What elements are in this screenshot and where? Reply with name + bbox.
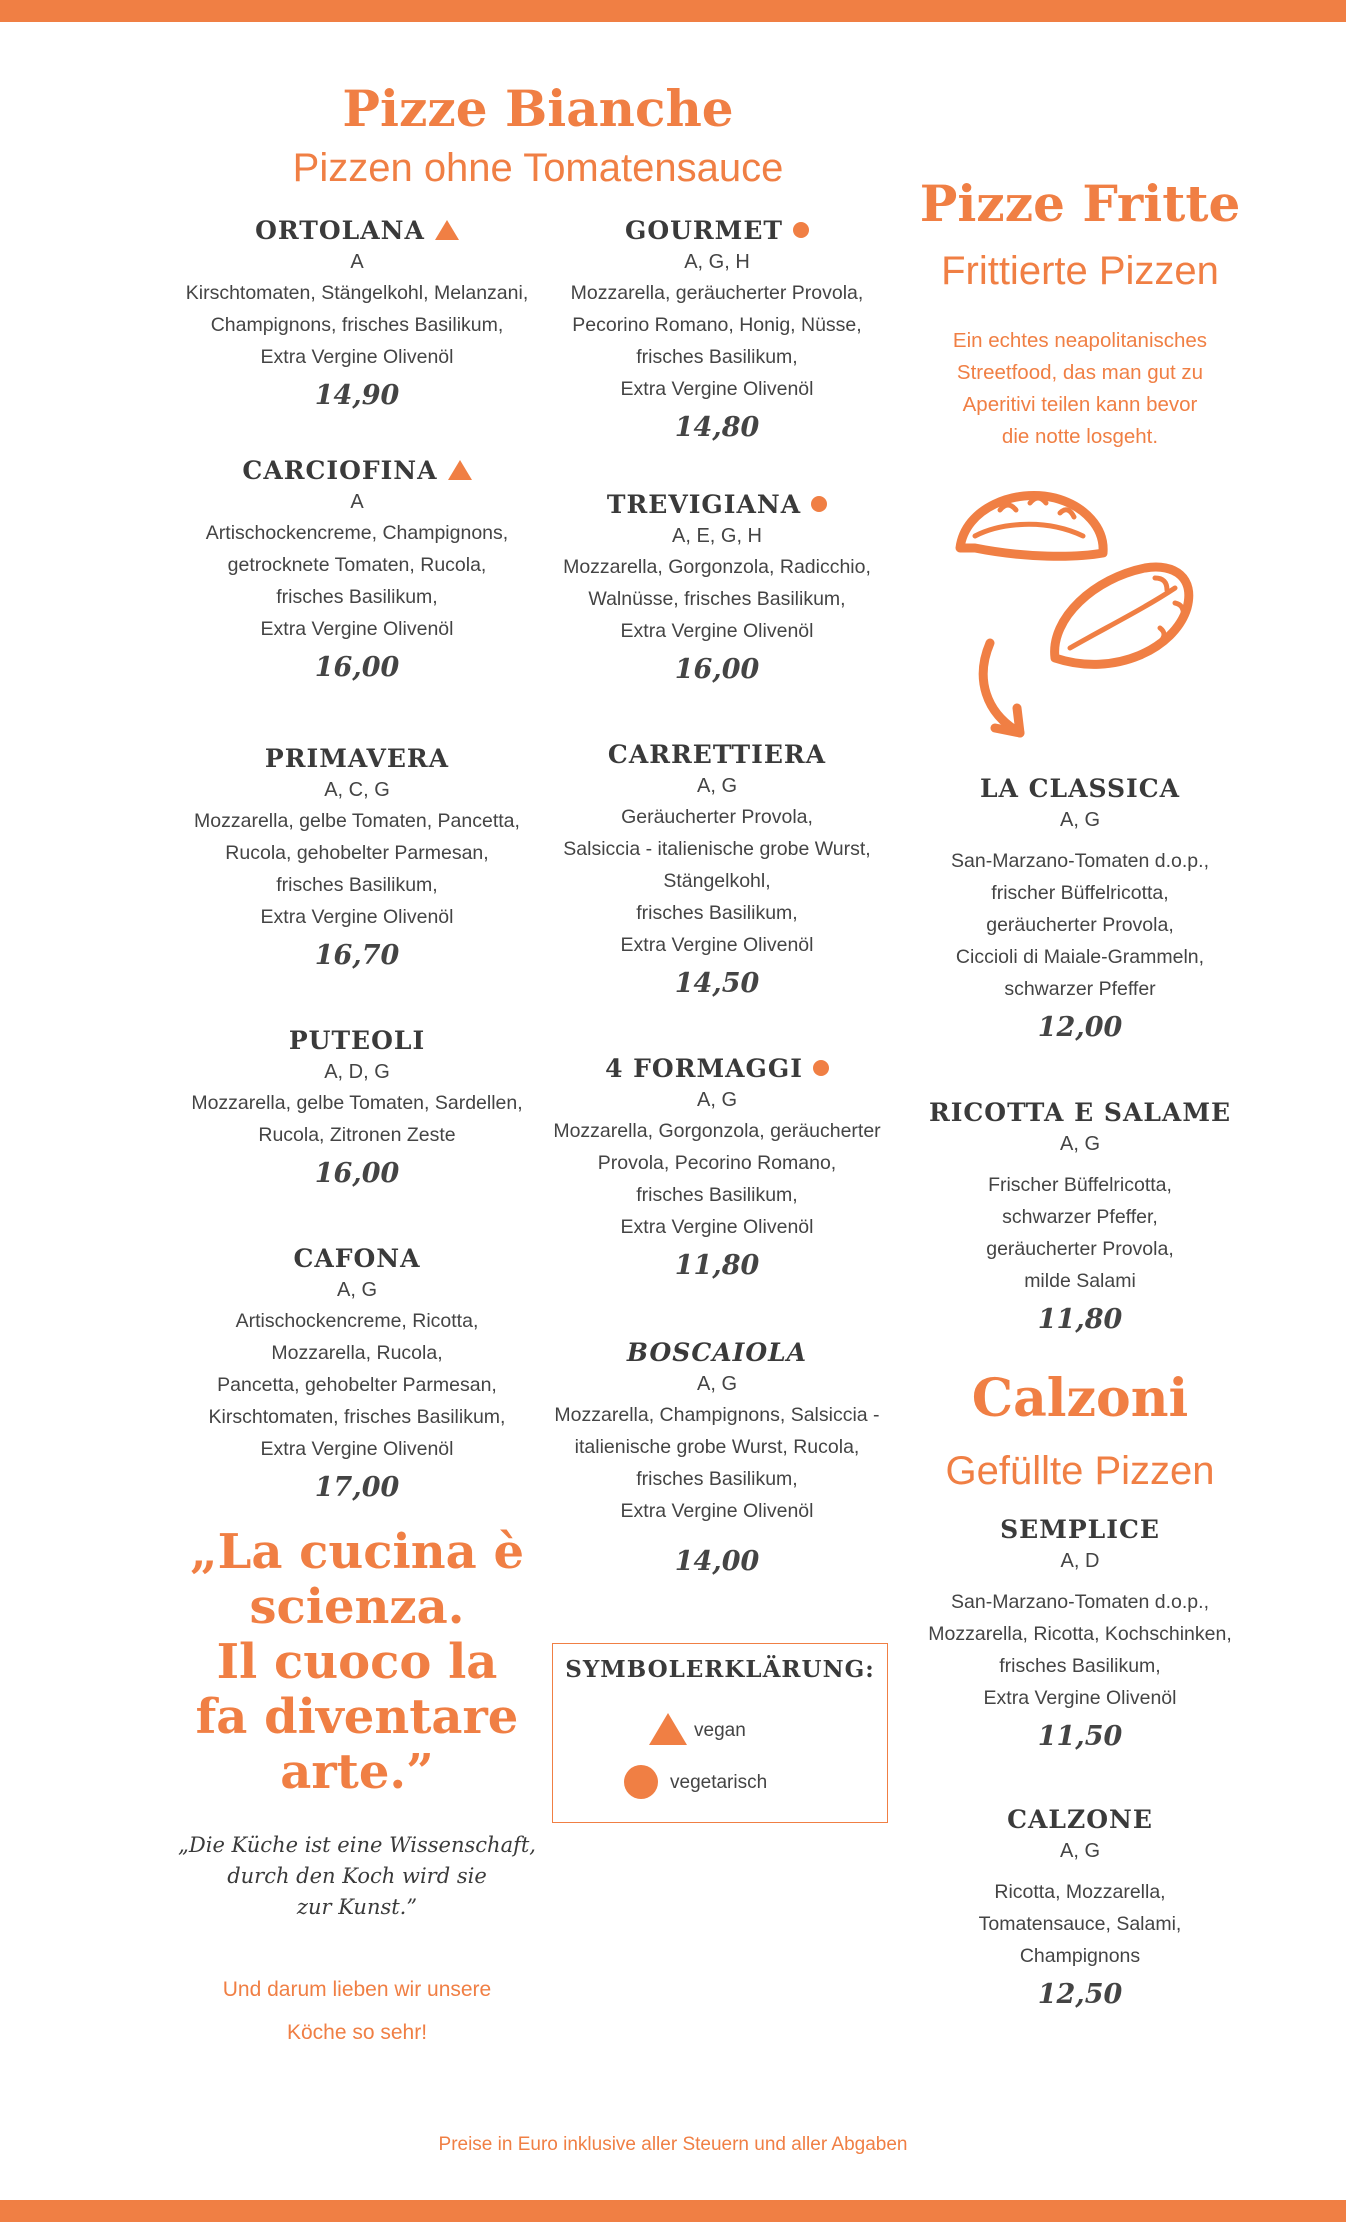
item-description-line: frisches Basilikum, <box>636 902 798 924</box>
item-description <box>552 1399 882 1527</box>
item-description <box>162 1087 552 1151</box>
quote-note-line: Und darum lieben wir unsere <box>222 1978 492 2001</box>
item-name-text: PRIMAVERA <box>264 744 450 773</box>
calzoni-header <box>902 1364 1258 1508</box>
item-price: 14,80 <box>674 412 760 443</box>
item-price: 12,50 <box>1037 1979 1123 2010</box>
item-name <box>902 1804 1258 1836</box>
menu-item <box>552 739 882 1007</box>
item-description-line: Extra Vergine Olivenöl <box>260 618 454 640</box>
item-description-line: Mozzarella, Rucola, <box>271 1342 443 1364</box>
item-allergens: A, G <box>696 775 737 797</box>
item-price: 14,50 <box>674 968 760 999</box>
item-name <box>552 1053 882 1085</box>
menu-item <box>162 1243 552 1511</box>
fritte-intro <box>902 325 1258 453</box>
fried-pizza-illustration <box>955 478 1205 748</box>
menu-item <box>162 455 552 691</box>
item-name <box>162 215 552 247</box>
quote-italian-line: „La cucina è <box>189 1524 524 1580</box>
item-name <box>162 743 552 775</box>
item-description-line: Extra Vergine Olivenöl <box>620 620 814 642</box>
item-description-line: Kirschtomaten, Stängelkohl, Melanzani, <box>185 282 529 304</box>
item-description-line: milde Salami <box>1024 1270 1136 1292</box>
item-name-text: TREVIGIANA <box>606 490 802 519</box>
fritte-header <box>902 172 1258 306</box>
legend-title: SYMBOLERKLÄRUNG: <box>565 1656 875 1683</box>
item-description-line: Ciccioli di Maiale-Grammeln, <box>955 946 1205 968</box>
fritte-intro-line: Ein echtes neapolitanisches <box>952 329 1208 352</box>
item-name <box>902 773 1258 805</box>
item-price: 16,00 <box>674 654 760 685</box>
item-allergens: A <box>350 491 364 513</box>
item-description-line: Extra Vergine Olivenöl <box>260 346 454 368</box>
item-description-line: Mozzarella, gelbe Tomaten, Pancetta, <box>194 810 520 832</box>
item-description-line: Tomatensauce, Salami, <box>978 1913 1182 1935</box>
item-name <box>902 1097 1258 1129</box>
item-description <box>902 845 1258 1005</box>
item-price: 11,50 <box>1037 1721 1123 1752</box>
top-accent-bar <box>0 0 1346 22</box>
quote-italian-line: fa diventare <box>195 1689 519 1745</box>
menu-item <box>552 1053 882 1289</box>
item-price: 14,00 <box>674 1546 760 1577</box>
item-description <box>902 1169 1258 1297</box>
item-description <box>552 551 882 647</box>
item-description <box>162 805 552 933</box>
item-description <box>902 1876 1258 1972</box>
menu-item <box>902 1097 1258 1343</box>
item-allergens: A, G <box>1059 1133 1100 1155</box>
item-description <box>162 517 552 645</box>
item-description <box>552 1115 882 1243</box>
calzoni-subtitle: Gefüllte Pizzen <box>945 1449 1215 1493</box>
item-allergens: A, G <box>1059 809 1100 831</box>
vegetarian-circle-icon <box>793 222 809 238</box>
item-name-text: GOURMET <box>624 216 784 245</box>
item-description-line: Extra Vergine Olivenöl <box>620 1216 814 1238</box>
item-description-line: Geräucherter Provola, <box>621 806 813 828</box>
item-description-line: frischer Büffelricotta, <box>991 882 1169 904</box>
item-description-line: Pancetta, gehobelter Parmesan, <box>217 1374 497 1396</box>
item-name-text: PUTEOLI <box>288 1026 426 1055</box>
item-allergens: A, G, H <box>684 251 750 273</box>
quote-german <box>162 1830 552 1923</box>
item-allergens: A, D <box>1060 1550 1100 1572</box>
item-price: 11,80 <box>1037 1304 1123 1335</box>
calzoni-title: Calzoni <box>971 1368 1189 1429</box>
vegetarian-circle-icon <box>811 496 827 512</box>
item-name <box>552 489 882 521</box>
fritte-intro-line: die notte losgeht. <box>1001 425 1159 448</box>
item-description-line: San-Marzano-Tomaten d.o.p., <box>951 850 1209 872</box>
fried-pizza-1-crimp <box>975 524 1083 536</box>
item-allergens: A, G <box>696 1089 737 1111</box>
item-description <box>902 1586 1258 1714</box>
item-description-line: frisches Basilikum, <box>276 874 438 896</box>
quote-german-line: „Die Küche ist eine Wissenschaft, <box>178 1833 536 1857</box>
item-name-text: 4 FORMAGGI <box>605 1054 803 1083</box>
item-description-line: Mozzarella, Gorgonzola, Radicchio, <box>563 556 871 578</box>
vegan-triangle-icon <box>435 220 459 240</box>
item-description-line: frisches Basilikum, <box>636 1468 798 1490</box>
item-description-line: Artischockencreme, Champignons, <box>205 522 509 544</box>
item-description-line: Rucola, gehobelter Parmesan, <box>225 842 489 864</box>
item-allergens: A, G <box>1059 1840 1100 1862</box>
fried-pizza-2-outline <box>1055 567 1189 664</box>
item-description-line: Extra Vergine Olivenöl <box>260 1438 454 1460</box>
item-price: 16,00 <box>314 652 400 683</box>
item-description-line: Pecorino Romano, Honig, Nüsse, <box>572 314 862 336</box>
item-allergens: A, C, G <box>324 779 390 801</box>
item-description-line: frisches Basilikum, <box>276 586 438 608</box>
quote-italian <box>162 1525 552 1800</box>
item-description-line: Extra Vergine Olivenöl <box>620 378 814 400</box>
item-price: 12,00 <box>1037 1012 1123 1043</box>
quote-italian-line: arte.” <box>280 1744 434 1800</box>
item-price: 11,80 <box>674 1250 760 1281</box>
item-description-line: Artischockencreme, Ricotta, <box>235 1310 479 1332</box>
menu-column-2 <box>552 215 882 1585</box>
menu-item <box>552 1337 882 1585</box>
item-allergens: A, D, G <box>324 1061 390 1083</box>
bianche-title: Pizze Bianche <box>342 79 734 138</box>
item-name <box>162 1243 552 1275</box>
item-description-line: schwarzer Pfeffer, <box>1002 1206 1158 1228</box>
item-name <box>902 1514 1258 1546</box>
item-description-line: Ricotta, Mozzarella, <box>994 1881 1166 1903</box>
item-price: 16,00 <box>314 1158 400 1189</box>
menu-item <box>162 743 552 979</box>
item-allergens: A, E, G, H <box>671 525 763 547</box>
item-description <box>162 1305 552 1465</box>
item-description <box>552 277 882 405</box>
item-price: 16,70 <box>314 940 400 971</box>
menu-item <box>552 489 882 693</box>
item-description-line: frisches Basilikum, <box>999 1655 1161 1677</box>
item-price: 14,90 <box>314 380 400 411</box>
item-description <box>162 277 552 373</box>
item-description-line: Extra Vergine Olivenöl <box>983 1687 1177 1709</box>
item-allergens: A, G <box>336 1279 377 1301</box>
item-name-text: ORTOLANA <box>255 216 425 245</box>
quote-german-line: zur Kunst.” <box>296 1895 418 1919</box>
menu-item <box>902 1514 1258 1760</box>
item-description-line: italienische grobe Wurst, Rucola, <box>574 1436 860 1458</box>
item-description-line: Kirschtomaten, frisches Basilikum, <box>208 1406 506 1428</box>
item-name-text: CALZONE <box>1007 1805 1153 1834</box>
item-name-text: CARRETTIERA <box>607 740 827 769</box>
item-name <box>552 739 882 771</box>
item-name-text: SEMPLICE <box>1000 1515 1160 1544</box>
item-description-line: geräucherter Provola, <box>986 1238 1174 1260</box>
item-name-text: LA CLASSICA <box>979 774 1181 803</box>
fritte-intro-line: Streetfood, das man gut zu <box>956 361 1204 384</box>
item-description-line: getrocknete Tomaten, Rucola, <box>227 554 487 576</box>
quote-note <box>162 1968 552 2054</box>
item-description-line: geräucherter Provola, <box>986 914 1174 936</box>
item-description-line: Mozzarella, Champignons, Salsiccia - <box>554 1404 880 1426</box>
item-description <box>552 801 882 961</box>
item-name <box>552 1337 882 1369</box>
item-description-line: Mozzarella, Gorgonzola, geräucherter <box>553 1120 881 1142</box>
menu-item <box>902 1804 1258 2018</box>
menu-column-1 <box>162 215 552 1511</box>
item-name-text: CARCIOFINA <box>242 456 438 485</box>
item-description-line: Frischer Büffelricotta, <box>988 1174 1172 1196</box>
vegan-triangle-icon <box>649 1713 687 1745</box>
quote-italian-line: Il cuoco la <box>216 1634 498 1690</box>
quote-italian-line: scienza. <box>249 1579 465 1635</box>
item-description-line: schwarzer Pfeffer <box>1004 978 1156 1000</box>
item-name <box>552 215 882 247</box>
bianche-subtitle: Pizzen ohne Tomatensauce <box>292 146 784 190</box>
item-description-line: Extra Vergine Olivenöl <box>620 934 814 956</box>
item-name-text: BOSCAIOLA <box>626 1338 808 1367</box>
price-note: Preise in Euro inklusive aller Steuern und aller Abgaben <box>438 2134 908 2155</box>
item-description-line: Mozzarella, Ricotta, Kochschinken, <box>928 1623 1232 1645</box>
menu-item <box>902 773 1258 1051</box>
item-description-line: Walnüsse, frisches Basilikum, <box>588 588 846 610</box>
legend-vegan-label: vegan <box>694 1720 746 1741</box>
item-name-text: RICOTTA E SALAME <box>928 1098 1232 1127</box>
symbol-legend <box>552 1643 888 1823</box>
item-allergens: A <box>350 251 364 273</box>
fritte-intro-line: Aperitivi teilen kann bevor <box>962 393 1198 416</box>
quote-german-line: durch den Koch wird sie <box>227 1864 487 1888</box>
item-description-line: frisches Basilikum, <box>636 1184 798 1206</box>
vegan-triangle-icon <box>448 460 472 480</box>
calzoni-items <box>902 1514 1258 2018</box>
item-description-line: Champignons, frisches Basilikum, <box>210 314 504 336</box>
item-description-line: Provola, Pecorino Romano, <box>597 1152 837 1174</box>
item-description-line: Rucola, Zitronen Zeste <box>258 1124 456 1146</box>
fritte-items <box>902 773 1258 1343</box>
item-description-line: Mozzarella, geräucherter Provola, <box>570 282 864 304</box>
item-description-line: Salsiccia - italienische grobe Wurst, <box>563 838 871 860</box>
fritte-title: Pizze Fritte <box>919 174 1241 233</box>
item-description-line: Champignons <box>1019 1945 1141 1967</box>
item-price: 17,00 <box>314 1472 400 1503</box>
menu-item <box>552 215 882 451</box>
item-description-line: Stängelkohl, <box>663 870 771 892</box>
item-description-line: frisches Basilikum, <box>636 346 798 368</box>
bottom-accent-bar <box>0 2200 1346 2222</box>
item-description-line: Extra Vergine Olivenöl <box>620 1500 814 1522</box>
item-allergens: A, G <box>696 1373 737 1395</box>
item-description-line: Mozzarella, gelbe Tomaten, Sardellen, <box>191 1092 523 1114</box>
vegetarian-circle-icon <box>624 1765 658 1799</box>
menu-item <box>162 1025 552 1197</box>
fritte-subtitle: Frittierte Pizzen <box>941 249 1219 293</box>
legend-vegetarisch-label: vegetarisch <box>670 1772 768 1793</box>
item-description-line: San-Marzano-Tomaten d.o.p., <box>951 1591 1209 1613</box>
item-description-line: Extra Vergine Olivenöl <box>260 906 454 928</box>
item-name-text: CAFONA <box>293 1244 421 1273</box>
item-name <box>162 1025 552 1057</box>
bianche-header <box>162 76 914 194</box>
quote-note-line: Köche so sehr! <box>286 2021 428 2044</box>
vegetarian-circle-icon <box>813 1060 829 1076</box>
item-name <box>162 455 552 487</box>
menu-item <box>162 215 552 419</box>
